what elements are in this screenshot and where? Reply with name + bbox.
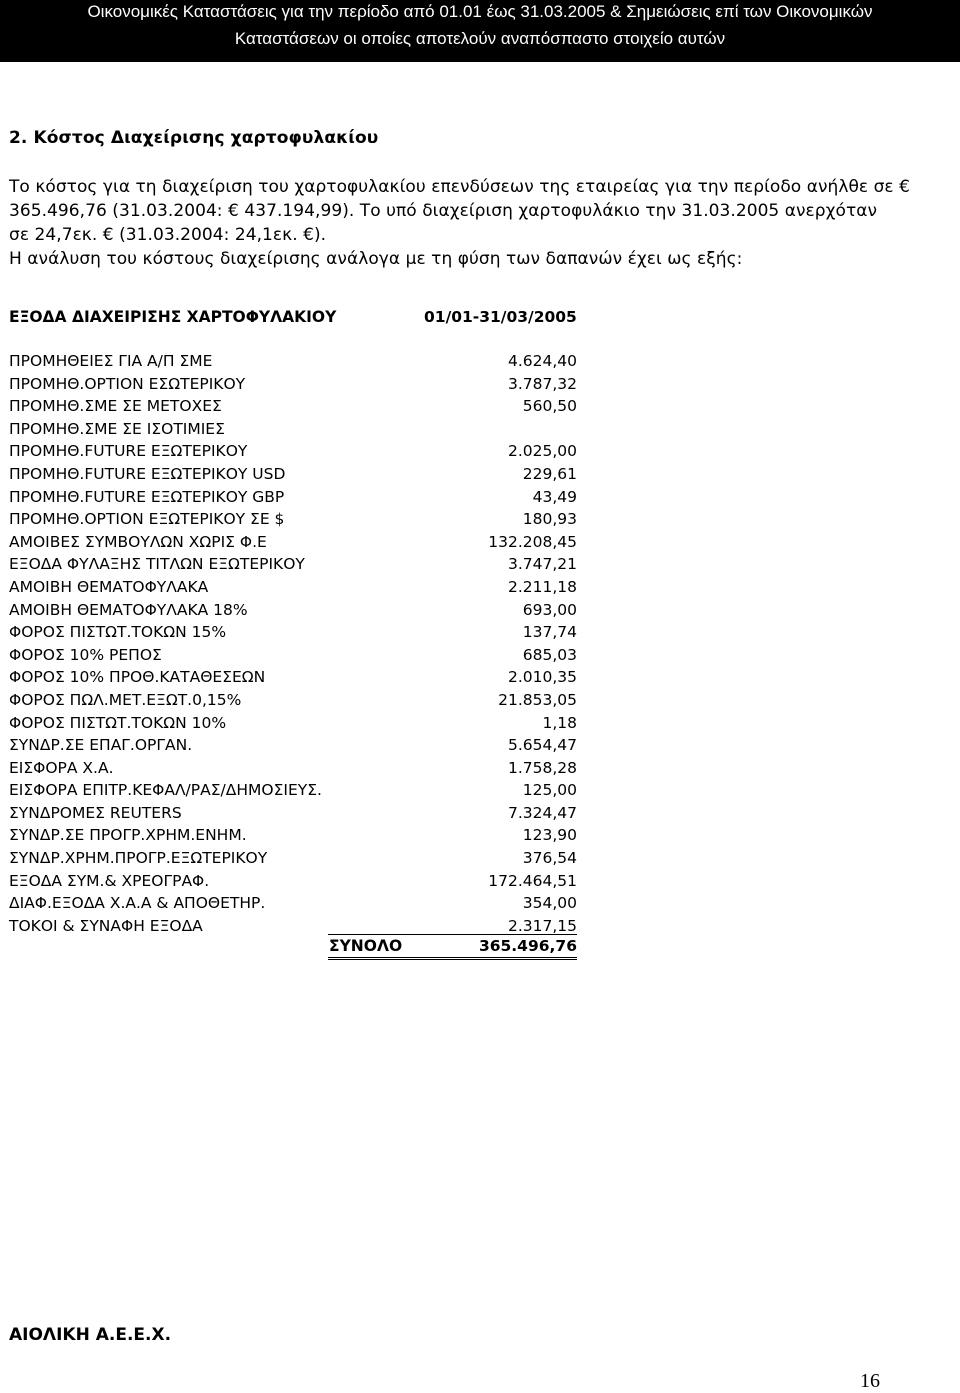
table-row [9,508,577,531]
row-value: 2.211,18 [507,577,577,596]
header-line-2: Καταστάσεων οι οποίες αποτελούν αναπόσπαστο στοιχείο αυτών [234,29,726,48]
table-header-period: 01/01-31/03/2005 [424,308,577,326]
row-label: ΣΥΝΔΡ.ΣΕ ΕΠΑΓ.ΟΡΓΑΝ. [9,736,193,755]
table-row [9,779,577,802]
table-row [9,666,577,689]
row-value: 123,90 [522,826,577,845]
row-label: ΤΟΚΟΙ & ΣΥΝΑΦΗ ΕΞΟΔΑ [9,916,203,935]
row-label: ΑΜΟΙΒΕΣ ΣΥΜΒΟΥΛΩΝ ΧΩΡΙΣ Φ.Ε [9,532,267,551]
table-row [9,553,577,576]
row-value: 376,54 [522,849,577,868]
section-heading: 2. Κόστος Διαχείρισης χαρτοφυλακίου [9,128,379,148]
row-value: 4.624,40 [507,352,577,370]
row-value: 180,93 [522,510,577,529]
row-value: 125,00 [522,781,577,800]
row-label: ΦΟΡΟΣ 10% ΠΡΟΘ.ΚΑΤΑΘΕΣΕΩΝ [9,668,266,687]
row-label: ΕΙΣΦΟΡΑ ΕΠΙΤΡ.ΚΕΦΑΛ/ΡΑΣ/ΔΗΜΟΣΙΕΥΣ. [9,781,322,800]
row-value: 3.747,21 [507,555,577,574]
table-row [9,712,577,735]
table-row [9,395,577,418]
row-label: ΠΡΟΜΗΘ.OPTION ΕΞΩΤΕΡΙΚΟΥ ΣΕ $ [9,510,285,529]
table-row [9,870,577,893]
total-row [328,934,577,960]
intro-line: 365.496,76 (31.03.2004: € 437.194,99). Το υπό διαχείριση χαρτοφυλάκιο την 31.03.2005 ανερχόταν [9,201,878,221]
table-row [9,802,577,825]
table-row [9,757,577,780]
row-value: 685,03 [522,645,577,664]
intro-line: Το κόστος για τη διαχείριση του χαρτοφυλακίου επενδύσεων της εταιρείας για την περίοδο ανήλθε σε € [9,177,910,197]
row-value: 229,61 [522,464,577,483]
table-row [9,599,577,622]
table-row [9,531,577,554]
row-label: ΠΡΟΜΗΘ.FUTURE ΕΞΩΤΕΡΙΚΟΥ [9,442,248,461]
row-label: ΕΞΟΔΑ ΦΥΛΑΞΗΣ ΤΙΤΛΩΝ ΕΞΩΤΕΡΙΚΟΥ [9,555,305,574]
row-value: 560,50 [522,397,577,416]
table-row [9,486,577,509]
row-label: ΠΡΟΜΗΘ.FUTURE ΕΞΩΤΕΡΙΚΟΥ GBP [9,487,285,506]
row-value: 3.787,32 [507,374,577,393]
page-number: 16 [860,1370,880,1392]
table-row [9,847,577,870]
table-header-label: ΕΞΟΔΑ ΔΙΑΧΕΙΡΙΣΗΣ ΧΑΡΤΟΦΥΛΑΚΙΟΥ [9,308,337,326]
row-label: ΠΡΟΜΗΘ.ΣΜΕ ΣΕ ΙΣΟΤΙΜΙΕΣ [9,419,225,438]
row-value: 2.317,15 [507,916,577,935]
header-line-1: Οικονομικές Καταστάσεις για την περίοδο από 01.01 έως 31.03.2005 & Σημειώσεις επί των Οικονομικών [87,2,873,21]
table-row [9,350,577,373]
table-row [9,576,577,599]
row-value: 132.208,45 [488,532,577,551]
table-row [9,373,577,396]
table-row [9,440,577,463]
table-row [9,689,577,712]
row-label: ΠΡΟΜΗΘ.FUTURE ΕΞΩΤΕΡΙΚΟΥ USD [9,464,286,483]
row-value: 172.464,51 [488,871,577,890]
expense-table [9,350,577,937]
row-label: ΕΞΟΔΑ ΣΥΜ.& ΧΡΕΟΓΡΑΦ. [9,871,210,890]
row-label: ΦΟΡΟΣ 10% ΡΕΠΟΣ [9,645,162,664]
intro-paragraph [9,175,959,271]
row-value: 2.010,35 [507,668,577,687]
row-label: ΣΥΝΔΡ.ΧΡΗΜ.ΠΡΟΓΡ.ΕΞΩΤΕΡΙΚΟΥ [9,849,268,868]
row-label: ΦΟΡΟΣ ΠΙΣΤΩΤ.ΤΟΚΩΝ 10% [9,713,227,732]
total-label: ΣΥΝΟΛΟ [329,937,403,955]
row-label: ΑΜΟΙΒΗ ΘΕΜΑΤΟΦΥΛΑΚΑ 18% [9,600,248,619]
row-label: ΠΡΟΜΗΘΕΙΕΣ ΓΙΑ Α/Π ΣΜΕ [9,352,213,370]
row-value: 693,00 [522,600,577,619]
table-row [9,418,577,441]
row-label: ΦΟΡΟΣ ΠΩΛ.ΜΕΤ.ΕΞΩΤ.0,15% [9,690,242,709]
row-label: ΔΙΑΦ.ΕΞΟΔΑ Χ.Α.Α & ΑΠΟΘΕΤΗΡ. [9,894,266,913]
row-value: 1,18 [542,713,577,732]
row-value: 137,74 [522,623,577,642]
row-label: ΦΟΡΟΣ ΠΙΣΤΩΤ.ΤΟΚΩΝ 15% [9,623,227,642]
total-value: 365.496,76 [478,937,577,955]
row-value: 354,00 [522,894,577,913]
row-value: 5.654,47 [507,736,577,755]
row-label: ΠΡΟΜΗΘ.ΣΜΕ ΣΕ ΜΕΤΟΧΕΣ [9,397,222,416]
row-value: 43,49 [532,487,577,506]
table-row [9,463,577,486]
row-value: 7.324,47 [507,803,577,822]
table-row [9,734,577,757]
row-label: ΕΙΣΦΟΡΑ Χ.Α. [9,758,114,777]
row-label: ΣΥΝΔΡ.ΣΕ ΠΡΟΓΡ.ΧΡΗΜ.ΕΝΗΜ. [9,826,247,845]
intro-line: Η ανάλυση του κόστους διαχείρισης ανάλογα με τη φύση των δαπανών έχει ως εξής: [9,249,743,269]
document-header [0,0,960,62]
table-row [9,892,577,915]
table-row [9,621,577,644]
intro-line: σε 24,7εκ. € (31.03.2004: 24,1εκ. €). [9,225,327,245]
table-row [9,824,577,847]
row-value: 21.853,05 [498,690,577,709]
row-label: ΑΜΟΙΒΗ ΘΕΜΑΤΟΦΥΛΑΚΑ [9,577,209,596]
row-value: 2.025,00 [507,442,577,461]
row-label: ΠΡΟΜΗΘ.OPTION ΕΣΩΤΕΡΙΚΟΥ [9,374,246,393]
table-row [9,644,577,667]
row-label: ΣΥΝΔΡΟΜΕΣ REUTERS [9,803,182,822]
company-name: ΑΙΟΛΙΚΗ Α.Ε.Ε.Χ. [9,1325,172,1345]
row-value: 1.758,28 [507,758,577,777]
